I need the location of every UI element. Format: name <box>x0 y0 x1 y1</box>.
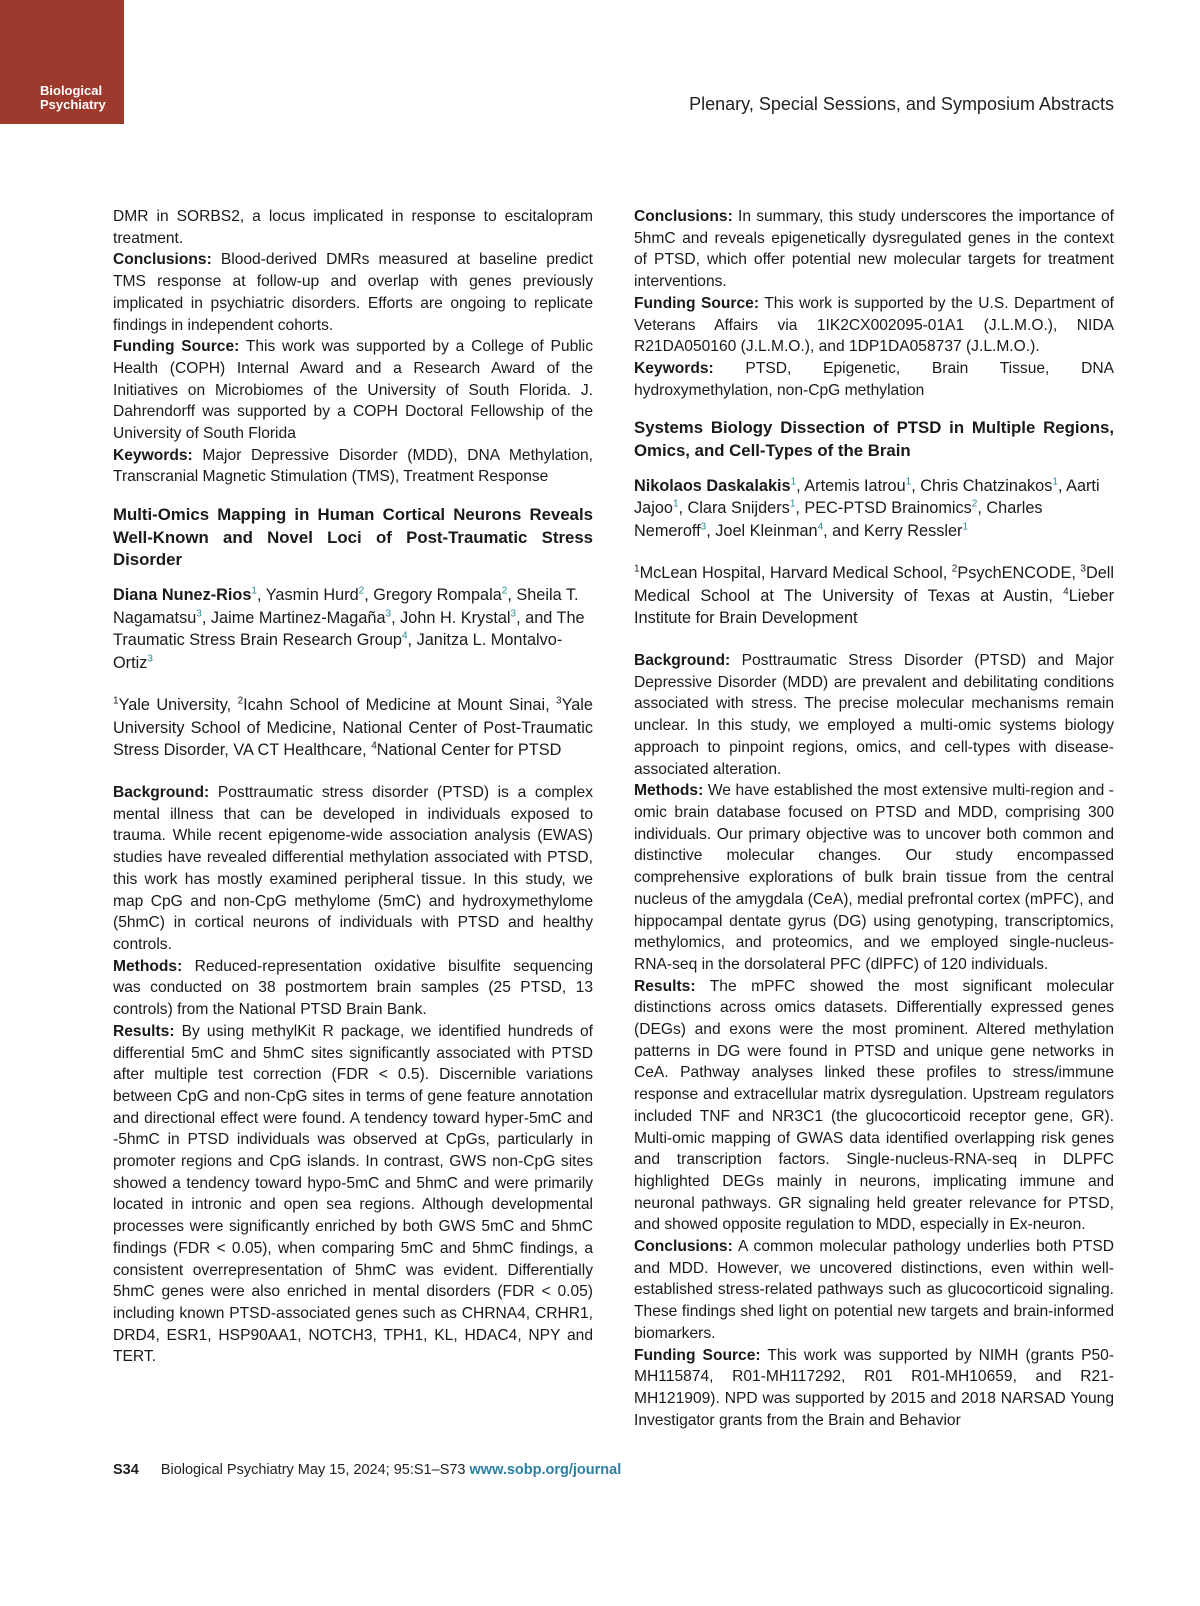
affil-number: 4 <box>371 741 377 753</box>
first-author: Nikolaos Daskalakis <box>634 476 791 495</box>
methods-text: Reduced-representation oxidative bisulfite sequencing was conducted on 38 postmortem brain samples (25 PTSD, 13 controls) from the National PTSD Brain Bank. <box>113 957 593 1019</box>
conclusions-text: Blood-derived DMRs measured at baseline predict TMS response at follow-up and overlap with genes previously implicated in psychiatric disorders. Efforts are ongoing to replicate findings in independent cohorts. <box>113 251 593 334</box>
results-paragraph <box>634 976 1114 1236</box>
journal-name-line2: Psychiatry <box>40 97 106 112</box>
keywords-label: Keywords: <box>113 446 193 464</box>
background-text: Posttraumatic stress disorder (PTSD) is a complex mental illness that can be developed in individuals exposed to trauma. While recent epigenome-wide association analysis (EWAS) studies have revealed differential methylation associated with PTSD, this work has mostly examined peripheral tissue. In this study, we map CpG and non-CpG methylome (5mC) and hydroxymethylome (5hmC) in cortical neurons of individuals with PTSD and healthy controls. <box>113 784 593 953</box>
affil-sup: 2 <box>501 585 508 597</box>
keywords-paragraph <box>634 358 1114 401</box>
results-text: The mPFC showed the most significant molecular distinctions across omics datasets. Differentially expressed genes (DEGs) and exons were the most prominent. Altered methylation patterns in DG were found in PTSD and unique gene networks in CeA. Pathway analyses linked these profiles to stress/immune response and extracellular matrix dysregulation. Upstream regulators included TNF and NR3C1 (the glucocorticoid receptor gene, GR). Multi-omic mapping of GWAS data identified overlapping risk genes and transcription factors. Single-nucleus-RNA-seq in DLPFC highlighted DEGs mainly in neurons, implicating immune and neuronal pathways. GR signaling held greater relevance for PTSD, and showed opposite regulation to MDD, especially in Ex-neuron. <box>634 977 1114 1234</box>
conclusions-text: A common molecular pathology underlies both PTSD and MDD. However, we uncovered distinctions, even within well-established stress-related pathways such as glucocorticoid signaling. These findings shed light on potential new targets and brain-informed biomarkers. <box>634 1238 1114 1342</box>
conclusions-text: In summary, this study underscores the importance of 5hmC and reveals epigenetically dysregulated genes in the context of PTSD, which offer potential new molecular targets for treatment interventions. <box>634 208 1114 291</box>
affil-sup: 4 <box>401 630 408 642</box>
section-header: Plenary, Special Sessions, and Symposium Abstracts <box>689 94 1114 114</box>
keywords-text: PTSD, Epigenetic, Brain Tissue, DNA hydroxymethylation, non-CpG methylation <box>634 359 1114 399</box>
journal-link[interactable]: www.sobp.org/journal <box>469 1462 622 1478</box>
author: , Gregory Rompala <box>364 585 502 604</box>
affil-text: McLean Hospital, Harvard Medical School, <box>639 564 952 583</box>
methods-paragraph <box>113 956 593 1021</box>
keywords-text: Major Depressive Disorder (MDD), DNA Methylation, Transcranial Magnetic Stimulation (TMS), Treatment Response <box>113 446 593 486</box>
conclusions-paragraph <box>113 249 593 336</box>
results-label: Results: <box>634 977 696 995</box>
affil-text: Icahn School of Medicine at Mount Sinai, <box>243 696 557 715</box>
affil-text: Yale University, <box>118 696 238 715</box>
affil-text: Dell Medical School at The University of Texas at Austin, <box>634 564 1114 605</box>
left-column <box>113 206 593 1368</box>
affiliations <box>634 562 1114 630</box>
author: , Joel Kleinman <box>706 521 818 540</box>
conclusions-paragraph-2 <box>634 1236 1114 1345</box>
affil-number: 1 <box>634 563 640 575</box>
affil-sup: 1 <box>962 521 969 533</box>
affil-sup: 3 <box>510 608 517 620</box>
affil-sup: 2 <box>971 498 978 510</box>
author-list <box>113 584 593 674</box>
journal-name-line1: Biological <box>40 83 103 98</box>
background-label: Background: <box>634 652 731 670</box>
affil-sup: 3 <box>196 608 202 620</box>
continued-text: DMR in SORBS2, a locus implicated in response to escitalopram treatment. <box>113 208 593 247</box>
author: , Clara Snijders <box>678 499 790 518</box>
funding-label: Funding Source: <box>634 294 760 312</box>
funding-label: Funding Source: <box>113 338 240 356</box>
background-text: Posttraumatic Stress Disorder (PTSD) and Major Depressive Disorder (MDD) are prevalent and debilitating conditions associated with stress. The precise molecular mechanisms remain unclear. In this study, we employed a multi-omic systems biology approach to pinpoint regions, omics, and cell-types with disease-associated alteration. <box>634 652 1114 778</box>
background-label: Background: <box>113 784 210 802</box>
affil-sup: 1 <box>790 476 797 488</box>
affil-text: PsychENCODE, <box>957 564 1081 583</box>
abstract-title: Multi-Omics Mapping in Human Cortical Neurons Reveals Well-Known and Novel Loci of Post-Traumatic Stress Disorder <box>113 505 593 570</box>
author: , Charles Nemeroff <box>634 499 1043 540</box>
page-number: S34 <box>113 1462 139 1478</box>
methods-label: Methods: <box>634 782 704 800</box>
affil-sup: 1 <box>905 476 912 488</box>
affil-number: 3 <box>556 695 562 707</box>
affil-number: 2 <box>237 695 244 707</box>
author: , Jaime Martinez-Magaña <box>201 608 386 627</box>
affil-sup: 3 <box>700 521 707 533</box>
author-list <box>634 475 1114 543</box>
results-label: Results: <box>113 1022 175 1040</box>
author: , Artemis Iatrou <box>796 476 906 495</box>
affiliations <box>113 694 593 762</box>
affil-sup: 3 <box>385 608 392 620</box>
affil-sup: 1 <box>251 585 257 597</box>
affil-text: Yale University School of Medicine, National Center of Post-Traumatic Stress Disorder, VA CT Healthcare, <box>113 696 593 760</box>
abstract-title: Systems Biology Dissection of PTSD in Multiple Regions, Omics, and Cell-Types of the Brain <box>634 418 1114 460</box>
page-footer <box>113 1462 621 1478</box>
methods-text: We have established the most extensive multi-region and -omic brain database focused on PTSD and MDD, comprising 300 individuals. Our primary objective was to uncover both common and distinctive molecular changes. Our study encompassed comprehensive explorations of bulk brain tissue from the central nucleus of the amygdala (CeA), medial prefrontal cortex (mPFC), and hippocampal dentate gyrus (DG) using genotyping, transcriptomics, methylomics, and proteomics, and we employed single-nucleus-RNA-seq in the dorsolateral PFC (dlPFC) of 120 individuals. <box>634 782 1114 973</box>
keywords-label: Keywords: <box>634 359 714 377</box>
background-paragraph <box>113 782 593 956</box>
results-paragraph <box>113 1021 593 1368</box>
conclusions-label: Conclusions: <box>634 208 733 225</box>
funding-paragraph <box>634 293 1114 358</box>
methods-label: Methods: <box>113 957 183 975</box>
funding-label: Funding Source: <box>634 1346 761 1364</box>
affil-number: 1 <box>113 695 119 707</box>
funding-paragraph-2 <box>634 1345 1114 1432</box>
affil-sup: 1 <box>789 498 796 510</box>
funding-text: This work was supported by NIMH (grants P50-MH115874, R01-MH117292, R01 R01-MH10659, and R21-MH121909). NPD was supported by 2015 and 2018 NARSAD Young Investigator grants from the Brain and Behavior <box>634 1346 1115 1429</box>
conclusions-paragraph <box>634 206 1114 293</box>
affil-sup: 1 <box>672 498 679 510</box>
affil-number: 3 <box>1080 563 1086 575</box>
author: , and The Traumatic Stress Brain Research Group <box>113 608 585 650</box>
author: , Sheila T. Nagamatsu <box>113 585 579 627</box>
right-column <box>634 206 1114 1431</box>
funding-text: This work is supported by the U.S. Department of Veterans Affairs via 1IK2CX002095-01A1 (J.L.M.O.), NIDA R21DA050160 (J.L.M.O.), and 1DP1DA058737 (J.L.M.O.). <box>634 294 1115 356</box>
affil-number: 2 <box>951 563 958 575</box>
affil-sup: 1 <box>1052 476 1058 488</box>
author: , John H. Krystal <box>391 608 511 627</box>
methods-paragraph <box>634 780 1114 975</box>
affil-text: National Center for PTSD <box>376 741 562 760</box>
affil-sup: 3 <box>147 653 153 665</box>
author: , and Kerry Ressler <box>823 521 963 540</box>
affil-text: Lieber Institute for Brain Development <box>634 586 1114 628</box>
affil-sup: 2 <box>358 585 365 597</box>
first-author: Diana Nunez-Rios <box>113 585 252 604</box>
author: , Chris Chatzinakos <box>911 476 1053 495</box>
citation: Biological Psychiatry May 15, 2024; 95:S1–S73 <box>160 1462 466 1478</box>
conclusions-label: Conclusions: <box>634 1238 733 1256</box>
author: , Janitza L. Montalvo-Ortiz <box>113 631 563 672</box>
funding-text: This work was supported by a College of Public Health (COPH) Internal Award and a Research Award of the Initiatives on Microbiomes of the University of South Florida. J. Dahrendorff was supported by a COPH Doctoral Fellowship of the University of South Florida <box>113 338 594 443</box>
journal-logo-text <box>40 84 106 112</box>
funding-paragraph <box>113 336 593 445</box>
conclusions-label: Conclusions: <box>113 251 212 269</box>
results-text: By using methylKit R package, we identified hundreds of differential 5mC and 5hmC sites significantly associated with PTSD after multiple test correction (FDR < 0.5). Discernible variations between CpG and non-CpG sites in terms of gene feature annotation and directional effect were found. A tendency toward hyper-5mC and -5hmC in PTSD individuals was observed at CpGs, particularly in promoter regions and CpG islands. In contrast, GWS non-CpG sites showed a tendency toward hypo-5mC and 5hmC and were primarily located in intronic and open sea regions. Although developmental processes were significantly enriched by both GWS 5mC and 5hmC findings (FDR < 0.05), when comparing 5mC and 5hmC findings, a consistent overrepresentation of 5hmC was evident. Differentially 5hmC genes were also enriched in mental disorders (FDR < 0.05) including known PTSD-associated genes such as CHRNA4, CRHR1, DRD4, ESR1, HSP90AA1, NOTCH3, TPH1, KL, HDAC4, NPY and TERT. <box>113 1022 593 1366</box>
affil-number: 4 <box>1063 586 1069 598</box>
keywords-paragraph <box>113 445 593 488</box>
affil-sup: 4 <box>817 521 824 533</box>
author: , Yasmin Hurd <box>256 585 359 604</box>
background-paragraph <box>634 650 1114 780</box>
author: , Aarti Jajoo <box>634 476 1100 518</box>
author: , PEC-PTSD Brainomics <box>795 499 972 518</box>
journal-logo-tab <box>0 0 124 124</box>
